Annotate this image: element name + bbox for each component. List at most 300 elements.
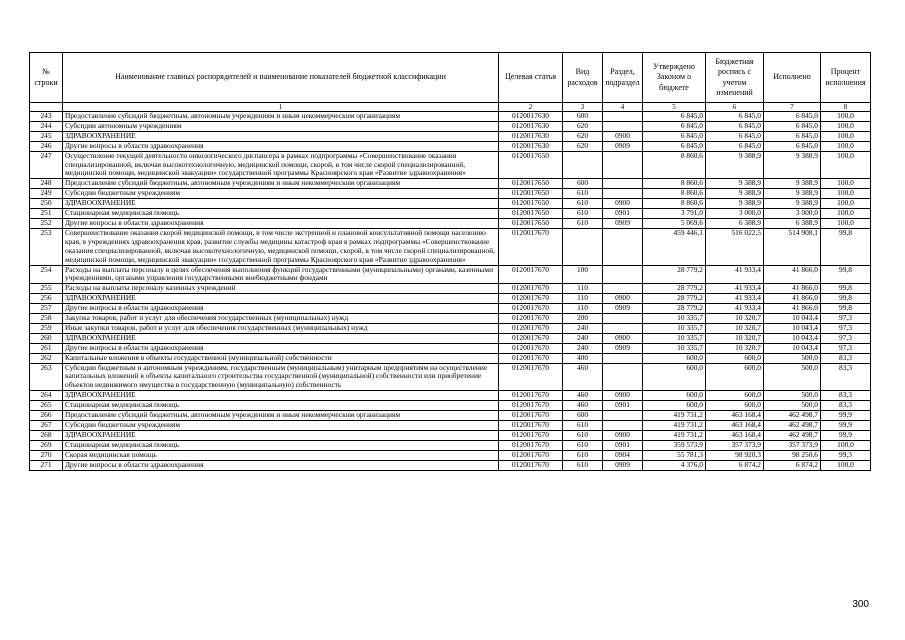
target-article-cell: 0120017670 [499, 314, 563, 324]
row-name-cell: Предоставление субсидий бюджетным, автономным учреждениям и иным некоммерческим организациям [63, 112, 499, 122]
row-name-cell: Другие вопросы в области здравоохранения [63, 460, 499, 470]
list-amount-cell: 10 320,7 [706, 333, 764, 343]
table-row [30, 112, 871, 122]
expense-kind-cell [563, 151, 603, 179]
percent-cell: 83,3 [821, 353, 871, 363]
table-row [30, 179, 871, 189]
col-number: 1 [63, 103, 499, 112]
col-number: 3 [563, 103, 603, 112]
list-amount-cell: 600,0 [706, 353, 764, 363]
executed-amount-cell: 98 250,6 [764, 450, 821, 460]
expense-kind-cell: 110 [563, 304, 603, 314]
target-article-cell: 0120017650 [499, 209, 563, 219]
row-name-cell: Субсидии автономным учреждениям [63, 121, 499, 131]
section-cell [603, 411, 643, 421]
table-row [30, 151, 871, 179]
row-number-cell: 247 [30, 151, 63, 179]
list-amount-cell: 357 373,9 [706, 440, 764, 450]
executed-amount-cell: 6 845,0 [764, 141, 821, 151]
executed-amount-cell: 462 498,7 [764, 421, 821, 431]
table-row [30, 199, 871, 209]
percent-cell: 97,3 [821, 333, 871, 343]
percent-cell: 97,3 [821, 314, 871, 324]
list-amount-cell: 10 320,7 [706, 343, 764, 353]
table-row [30, 209, 871, 219]
target-article-cell: 0120017670 [499, 440, 563, 450]
row-name-cell: Субсидии бюджетным учреждениям [63, 189, 499, 199]
row-name-cell: Другие вопросы в области здравоохранения [63, 218, 499, 228]
executed-amount-cell: 41 866,0 [764, 304, 821, 314]
expense-kind-cell: 610 [563, 430, 603, 440]
section-cell: 0900 [603, 199, 643, 209]
list-amount-cell: 41 933,4 [706, 265, 764, 284]
expense-kind-cell: 610 [563, 218, 603, 228]
executed-amount-cell: 500,0 [764, 401, 821, 411]
percent-cell: 100,0 [821, 460, 871, 470]
percent-cell: 99,9 [821, 411, 871, 421]
approved-amount-cell: 6 845,0 [643, 131, 706, 141]
row-number-cell: 253 [30, 228, 63, 265]
table-row [30, 294, 871, 304]
list-amount-cell: 6 845,0 [706, 112, 764, 122]
row-name-cell: Расходы на выплаты персоналу казенных учреждений [63, 284, 499, 294]
section-cell [603, 265, 643, 284]
percent-cell: 97,3 [821, 323, 871, 333]
executed-amount-cell: 3 000,0 [764, 209, 821, 219]
approved-amount-cell: 359 573,9 [643, 440, 706, 450]
expense-kind-cell: 460 [563, 401, 603, 411]
section-cell: 0904 [603, 450, 643, 460]
expense-kind-cell: 610 [563, 450, 603, 460]
table-row [30, 333, 871, 343]
row-name-cell: Стационарная медицинская помощь [63, 209, 499, 219]
target-article-cell: 0120017630 [499, 131, 563, 141]
row-name-cell: ЗДРАВООХРАНЕНИЕ [63, 333, 499, 343]
row-name-cell: Скорая медицинская помощь [63, 450, 499, 460]
row-name-cell: Осуществление текущей деятельности онкологического диспансера в рамках подпрограммы «Совершенствование оказания специализированной, включая высокотехнологичную, медицинской помощи, скорой, в том числе скорой специализированной, медицинской помощи, медицинской эвакуации» государственной программы Красноярского края «Развитие здравоохранения» [63, 151, 499, 179]
list-amount-cell: 516 022,5 [706, 228, 764, 265]
percent-cell: 100,0 [821, 199, 871, 209]
approved-amount-cell: 28 779,2 [643, 304, 706, 314]
section-cell [603, 151, 643, 179]
section-cell [603, 323, 643, 333]
column-numbers-row [30, 103, 871, 112]
col-number-blank [30, 103, 63, 112]
col-number: 8 [821, 103, 871, 112]
percent-cell: 100,0 [821, 209, 871, 219]
row-number-cell: 243 [30, 112, 63, 122]
row-name-cell: Стационарная медицинская помощь [63, 401, 499, 411]
section-cell: 0901 [603, 440, 643, 450]
table-row [30, 304, 871, 314]
executed-amount-cell: 10 043,4 [764, 314, 821, 324]
approved-amount-cell: 10 335,7 [643, 323, 706, 333]
approved-amount-cell: 28 779,2 [643, 265, 706, 284]
list-amount-cell: 6 874,2 [706, 460, 764, 470]
approved-amount-cell: 28 779,2 [643, 284, 706, 294]
list-amount-cell: 10 320,7 [706, 314, 764, 324]
row-number-cell: 267 [30, 421, 63, 431]
row-name-cell: Расходы на выплаты персоналу в целях обеспечения выполнения функций государственными (муниципальными) органами, казенными учреждениями, органами управления государственными внебюджетными фондами [63, 265, 499, 284]
approved-amount-cell: 600,0 [643, 363, 706, 391]
table-row [30, 343, 871, 353]
table-row [30, 218, 871, 228]
percent-cell: 100,0 [821, 112, 871, 122]
row-number-cell: 256 [30, 294, 63, 304]
table-row [30, 391, 871, 401]
row-name-cell: Иные закупки товаров, работ и услуг для обеспечения государственных (муниципальных) нужд [63, 323, 499, 333]
row-number-cell: 262 [30, 353, 63, 363]
expense-kind-cell: 600 [563, 411, 603, 421]
row-number-cell: 264 [30, 391, 63, 401]
percent-cell: 100,0 [821, 189, 871, 199]
expense-kind-cell: 610 [563, 189, 603, 199]
expense-kind-cell: 200 [563, 314, 603, 324]
target-article-cell: 0120017630 [499, 121, 563, 131]
row-name-cell: ЗДРАВООХРАНЕНИЕ [63, 131, 499, 141]
percent-cell: 99,8 [821, 228, 871, 265]
table-row [30, 314, 871, 324]
percent-cell: 100,0 [821, 179, 871, 189]
row-number-cell: 266 [30, 411, 63, 421]
table-row [30, 141, 871, 151]
percent-cell: 100,0 [821, 141, 871, 151]
list-amount-cell: 98 920,3 [706, 450, 764, 460]
section-cell [603, 284, 643, 294]
percent-cell: 83,3 [821, 401, 871, 411]
table-row [30, 421, 871, 431]
executed-amount-cell: 6 845,0 [764, 121, 821, 131]
expense-kind-cell: 240 [563, 323, 603, 333]
section-cell [603, 314, 643, 324]
header-list: Бюджетная роспись с учетом изменений [706, 53, 764, 103]
percent-cell: 99,8 [821, 304, 871, 314]
col-number: 5 [643, 103, 706, 112]
target-article-cell: 0120017670 [499, 363, 563, 391]
table-row [30, 430, 871, 440]
expense-kind-cell: 610 [563, 421, 603, 431]
budget-table [29, 52, 871, 471]
header-target: Целевая статья [499, 53, 563, 103]
section-cell [603, 121, 643, 131]
target-article-cell: 0120017670 [499, 421, 563, 431]
row-name-cell: Другие вопросы в области здравоохранения [63, 141, 499, 151]
expense-kind-cell [563, 228, 603, 265]
row-name-cell: ЗДРАВООХРАНЕНИЕ [63, 199, 499, 209]
executed-amount-cell: 500,0 [764, 363, 821, 391]
approved-amount-cell: 8 860,6 [643, 189, 706, 199]
row-number-cell: 250 [30, 199, 63, 209]
target-article-cell: 0120017670 [499, 343, 563, 353]
list-amount-cell: 463 168,4 [706, 421, 764, 431]
section-cell [603, 179, 643, 189]
executed-amount-cell: 10 043,4 [764, 333, 821, 343]
row-number-cell: 254 [30, 265, 63, 284]
list-amount-cell: 9 388,9 [706, 151, 764, 179]
row-number-cell: 261 [30, 343, 63, 353]
col-number: 6 [706, 103, 764, 112]
section-cell: 0901 [603, 401, 643, 411]
section-cell: 0900 [603, 391, 643, 401]
section-cell [603, 112, 643, 122]
list-amount-cell: 6 845,0 [706, 141, 764, 151]
list-amount-cell: 6 845,0 [706, 121, 764, 131]
executed-amount-cell: 9 388,9 [764, 189, 821, 199]
col-number: 7 [764, 103, 821, 112]
header-kind: Вид расходов [563, 53, 603, 103]
percent-cell: 100,0 [821, 131, 871, 141]
target-article-cell: 0120017650 [499, 218, 563, 228]
approved-amount-cell: 4 376,0 [643, 460, 706, 470]
table-row [30, 284, 871, 294]
percent-cell: 100,0 [821, 218, 871, 228]
target-article-cell: 0120017670 [499, 411, 563, 421]
executed-amount-cell: 357 373,9 [764, 440, 821, 450]
target-article-cell: 0120017650 [499, 189, 563, 199]
expense-kind-cell: 620 [563, 121, 603, 131]
header-row-no: № строки [30, 53, 63, 103]
row-number-cell: 249 [30, 189, 63, 199]
target-article-cell: 0120017670 [499, 401, 563, 411]
table-row [30, 121, 871, 131]
row-name-cell: Предоставление субсидий бюджетным, автономным учреждениям и иным некоммерческим организациям [63, 179, 499, 189]
col-number: 2 [499, 103, 563, 112]
target-article-cell: 0120017650 [499, 151, 563, 179]
list-amount-cell: 463 168,4 [706, 430, 764, 440]
row-name-cell: Другие вопросы в области здравоохранения [63, 304, 499, 314]
target-article-cell: 0120017670 [499, 294, 563, 304]
percent-cell: 99,9 [821, 421, 871, 431]
header-name: Наименование главных распорядителей и наименование показателей бюджетной классификации [63, 53, 499, 103]
approved-amount-cell: 419 731,2 [643, 430, 706, 440]
row-number-cell: 269 [30, 440, 63, 450]
section-cell: 0900 [603, 131, 643, 141]
executed-amount-cell: 10 043,4 [764, 343, 821, 353]
table-row [30, 363, 871, 391]
approved-amount-cell: 600,0 [643, 353, 706, 363]
section-cell: 0909 [603, 460, 643, 470]
percent-cell: 100,0 [821, 121, 871, 131]
row-number-cell: 246 [30, 141, 63, 151]
list-amount-cell: 41 933,4 [706, 294, 764, 304]
list-amount-cell: 10 320,7 [706, 323, 764, 333]
col-number: 4 [603, 103, 643, 112]
list-amount-cell: 600,0 [706, 401, 764, 411]
section-cell [603, 353, 643, 363]
row-name-cell: Капитальные вложения в объекты государственной (муниципальной) собственности [63, 353, 499, 363]
expense-kind-cell: 620 [563, 131, 603, 141]
approved-amount-cell: 28 779,2 [643, 294, 706, 304]
percent-cell: 99,8 [821, 265, 871, 284]
expense-kind-cell: 400 [563, 353, 603, 363]
list-amount-cell: 600,0 [706, 391, 764, 401]
target-article-cell: 0120017670 [499, 333, 563, 343]
approved-amount-cell: 6 845,0 [643, 112, 706, 122]
row-number-cell: 271 [30, 460, 63, 470]
target-article-cell: 0120017670 [499, 450, 563, 460]
percent-cell: 97,3 [821, 343, 871, 353]
executed-amount-cell: 41 866,0 [764, 265, 821, 284]
section-cell: 0900 [603, 430, 643, 440]
approved-amount-cell: 419 731,2 [643, 421, 706, 431]
percent-cell: 83,3 [821, 391, 871, 401]
approved-amount-cell: 3 791,0 [643, 209, 706, 219]
executed-amount-cell: 500,0 [764, 353, 821, 363]
target-article-cell: 0120017670 [499, 353, 563, 363]
list-amount-cell: 6 388,9 [706, 218, 764, 228]
row-name-cell: Совершенствование оказания скорой медицинской помощи, в том числе экстренной и плановой консультативной помощи населению края, в учреждениях здравоохранения края, развитие службы медицины катастроф края в рамках подпрограммы «Совершенствование оказания специализированной, включая высокотехнологичную, медицинской помощи, скорой, в том числе скорой специализированной, медицинской помощи, медицинской эвакуации» государственной программы Красноярского края «Развитие здравоохранения» [63, 228, 499, 265]
section-cell: 0909 [603, 304, 643, 314]
executed-amount-cell: 462 498,7 [764, 411, 821, 421]
approved-amount-cell: 10 335,7 [643, 314, 706, 324]
table-row [30, 460, 871, 470]
table-row [30, 353, 871, 363]
approved-amount-cell: 459 446,1 [643, 228, 706, 265]
row-name-cell: Субсидии бюджетным учреждениям [63, 421, 499, 431]
header-percent: Процент исполнения [821, 53, 871, 103]
expense-kind-cell: 600 [563, 179, 603, 189]
list-amount-cell: 9 388,9 [706, 199, 764, 209]
row-number-cell: 251 [30, 209, 63, 219]
expense-kind-cell: 240 [563, 333, 603, 343]
executed-amount-cell: 6 845,0 [764, 112, 821, 122]
table-row [30, 411, 871, 421]
expense-kind-cell: 110 [563, 284, 603, 294]
approved-amount-cell: 55 781,3 [643, 450, 706, 460]
header-approved: Утверждено Законом о бюджете [643, 53, 706, 103]
target-article-cell: 0120017670 [499, 391, 563, 401]
section-cell: 0909 [603, 218, 643, 228]
target-article-cell: 0120017670 [499, 228, 563, 265]
expense-kind-cell: 240 [563, 343, 603, 353]
table-row [30, 323, 871, 333]
approved-amount-cell: 8 860,6 [643, 151, 706, 179]
expense-kind-cell: 100 [563, 265, 603, 284]
target-article-cell: 0120017670 [499, 265, 563, 284]
row-number-cell: 252 [30, 218, 63, 228]
executed-amount-cell: 9 388,9 [764, 151, 821, 179]
target-article-cell: 0120017650 [499, 199, 563, 209]
row-number-cell: 260 [30, 333, 63, 343]
row-name-cell: Закупка товаров, работ и услуг для обеспечения государственных (муниципальных) нужд [63, 314, 499, 324]
table-row [30, 450, 871, 460]
percent-cell: 99,8 [821, 284, 871, 294]
section-cell [603, 189, 643, 199]
row-number-cell: 263 [30, 363, 63, 391]
approved-amount-cell: 10 335,7 [643, 343, 706, 353]
page-number: 300 [852, 599, 869, 610]
executed-amount-cell: 500,0 [764, 391, 821, 401]
target-article-cell: 0120017670 [499, 430, 563, 440]
executed-amount-cell: 6 845,0 [764, 131, 821, 141]
row-number-cell: 257 [30, 304, 63, 314]
approved-amount-cell: 6 845,0 [643, 121, 706, 131]
percent-cell: 99,9 [821, 430, 871, 440]
row-name-cell: ЗДРАВООХРАНЕНИЕ [63, 391, 499, 401]
target-article-cell: 0120017670 [499, 304, 563, 314]
section-cell: 0909 [603, 343, 643, 353]
row-number-cell: 248 [30, 179, 63, 189]
table-body [30, 112, 871, 471]
expense-kind-cell: 620 [563, 141, 603, 151]
approved-amount-cell: 419 731,2 [643, 411, 706, 421]
list-amount-cell: 3 000,0 [706, 209, 764, 219]
executed-amount-cell: 6 388,9 [764, 218, 821, 228]
expense-kind-cell: 600 [563, 112, 603, 122]
executed-amount-cell: 6 874,2 [764, 460, 821, 470]
percent-cell: 100,0 [821, 440, 871, 450]
executed-amount-cell: 462 498,7 [764, 430, 821, 440]
header-section: Раздел, подраздел [603, 53, 643, 103]
percent-cell: 99,3 [821, 450, 871, 460]
executed-amount-cell: 41 866,0 [764, 284, 821, 294]
section-cell: 0900 [603, 333, 643, 343]
expense-kind-cell: 610 [563, 440, 603, 450]
expense-kind-cell: 610 [563, 460, 603, 470]
row-number-cell: 259 [30, 323, 63, 333]
section-cell [603, 363, 643, 391]
target-article-cell: 0120017630 [499, 112, 563, 122]
approved-amount-cell: 6 845,0 [643, 141, 706, 151]
section-cell [603, 421, 643, 431]
executed-amount-cell: 10 043,4 [764, 323, 821, 333]
expense-kind-cell: 460 [563, 363, 603, 391]
row-number-cell: 245 [30, 131, 63, 141]
table-row [30, 401, 871, 411]
list-amount-cell: 41 933,4 [706, 304, 764, 314]
row-number-cell: 255 [30, 284, 63, 294]
approved-amount-cell: 8 860,6 [643, 199, 706, 209]
percent-cell: 100,0 [821, 151, 871, 179]
expense-kind-cell: 610 [563, 209, 603, 219]
list-amount-cell: 6 845,0 [706, 131, 764, 141]
row-name-cell: Стационарная медицинская помощь [63, 440, 499, 450]
header-done: Исполнено [764, 53, 821, 103]
row-name-cell: Субсидии бюджетным и автономным учреждениям, государственным (муниципальным) унитарным предприятиям на осуществление капитальных вложений в объекты капитального строительства государственной (муниципальной) собственности или приобретение объектов недвижимого имущества в государственную (муниципальную) собственность [63, 363, 499, 391]
table-row [30, 228, 871, 265]
section-cell: 0909 [603, 141, 643, 151]
table-row [30, 131, 871, 141]
table-row [30, 265, 871, 284]
target-article-cell: 0120017670 [499, 323, 563, 333]
target-article-cell: 0120017630 [499, 141, 563, 151]
executed-amount-cell: 9 388,9 [764, 199, 821, 209]
list-amount-cell: 9 388,9 [706, 179, 764, 189]
executed-amount-cell: 514 908,1 [764, 228, 821, 265]
row-name-cell: ЗДРАВООХРАНЕНИЕ [63, 430, 499, 440]
row-name-cell: ЗДРАВООХРАНЕНИЕ [63, 294, 499, 304]
approved-amount-cell: 5 069,6 [643, 218, 706, 228]
row-number-cell: 268 [30, 430, 63, 440]
list-amount-cell: 463 168,4 [706, 411, 764, 421]
row-number-cell: 265 [30, 401, 63, 411]
row-name-cell: Предоставление субсидий бюджетным, автономным учреждениям и иным некоммерческим организациям [63, 411, 499, 421]
row-number-cell: 258 [30, 314, 63, 324]
section-cell [603, 228, 643, 265]
row-number-cell: 270 [30, 450, 63, 460]
row-name-cell: Другие вопросы в области здравоохранения [63, 343, 499, 353]
approved-amount-cell: 600,0 [643, 401, 706, 411]
list-amount-cell: 41 933,4 [706, 284, 764, 294]
expense-kind-cell: 110 [563, 294, 603, 304]
table-row [30, 189, 871, 199]
expense-kind-cell: 460 [563, 391, 603, 401]
target-article-cell: 0120017670 [499, 284, 563, 294]
percent-cell: 83,3 [821, 363, 871, 391]
expense-kind-cell: 610 [563, 199, 603, 209]
approved-amount-cell: 10 335,7 [643, 333, 706, 343]
executed-amount-cell: 9 388,9 [764, 179, 821, 189]
